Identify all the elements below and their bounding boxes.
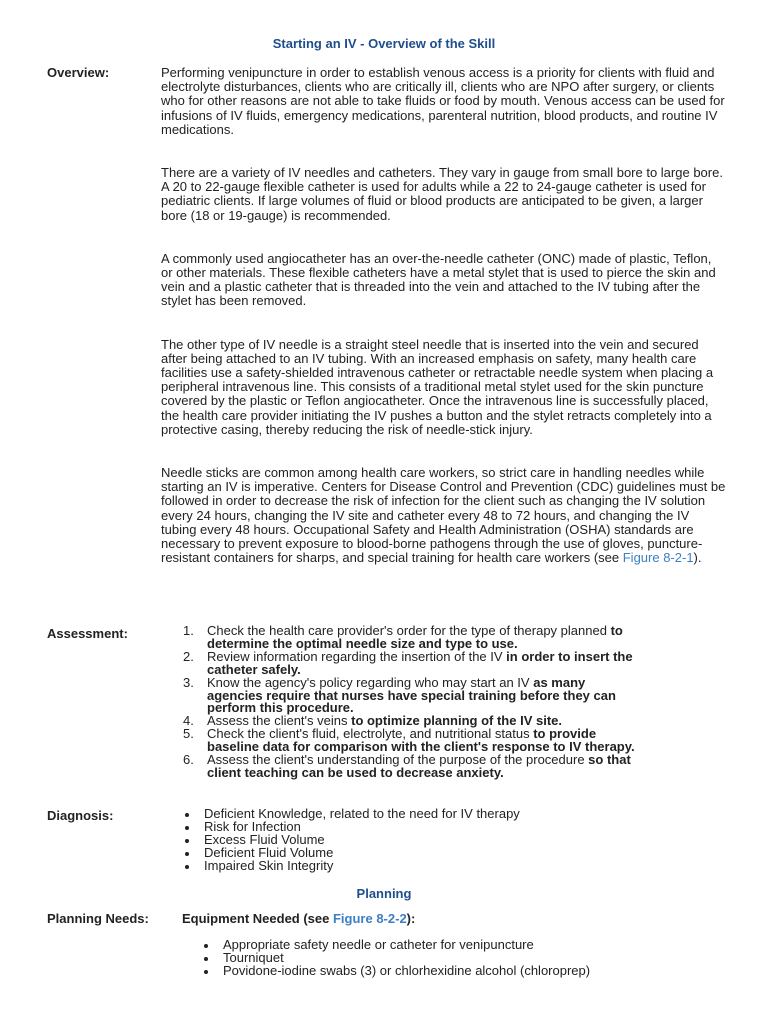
list-number: 3.: [183, 674, 194, 690]
list-text: Review information regarding the insertion of the IV: [207, 648, 507, 664]
list-rationale: to determine the optimal needle size and type to use.: [207, 623, 623, 651]
overview-paragraph-last: [161, 466, 726, 565]
list-text: Assess the client's veins: [207, 713, 352, 729]
list-text: Assess the client's understanding of the purpose of the procedure: [207, 752, 589, 768]
list-item: Impaired Skin Integrity: [182, 860, 602, 873]
list-number: 2.: [183, 648, 194, 664]
list-item: Povidone-iodine swabs (3) or chlorhexidine alcohol (chloroprep): [201, 965, 661, 978]
list-item: Appropriate safety needle or catheter for venipuncture: [201, 939, 661, 952]
list-item: Deficient Knowledge, related to the need for IV therapy: [182, 808, 602, 821]
list-text: Check the health care provider's order for the type of therapy planned: [207, 623, 611, 638]
list-number: 1.: [183, 623, 194, 638]
equipment-heading: [182, 911, 415, 926]
assessment-list: [183, 625, 643, 780]
list-item: [183, 674, 643, 716]
list-item: Tourniquet: [201, 952, 661, 965]
list-item: Deficient Fluid Volume: [182, 847, 602, 860]
overview-paragraph-end: ).: [693, 550, 702, 566]
page-title: Starting an IV - Overview of the Skill: [272, 36, 496, 51]
list-rationale: as many agencies require that nurses have special training before they can perform this procedure.: [207, 674, 616, 716]
figure-8-2-2-link[interactable]: Figure 8-2-2: [332, 911, 407, 926]
overview-label: Overview:: [47, 65, 110, 80]
figure-8-2-1-link[interactable]: Figure 8-2-1: [622, 550, 694, 566]
list-text: Know the agency's policy regarding who may start an IV: [207, 674, 534, 690]
overview-paragraph: The other type of IV needle is a straight steel needle that is inserted into the vein and secured after being attached to an IV tubing. With an increased emphasis on safety, many health care facilities use a safety-shielded intravenous catheter or retractable needle system when placing a peripheral intravenous line. This consists of a traditional metal stylet used for the skin puncture covered by the plastic or Teflon angiocatheter. Once the intravenous line is successfully placed, the health care provider initiating the IV pushes a button and the stylet retracts completely into a protective casing, thereby reducing the risk of needle-stick injury.: [161, 336, 714, 437]
planning-needs-label: Planning Needs:: [47, 911, 149, 926]
list-text: Check the client's fluid, electrolyte, and nutritional status: [207, 726, 534, 742]
overview-paragraph: A commonly used angiocatheter has an over-the-needle catheter (ONC) made of plastic, Teflon, or other materials. These flexible catheters have a metal stylet that is used to pierce the skin and vein and a plastic catheter that is threaded into the vein and attached to the IV tubing after the stylet has been removed.: [161, 250, 716, 309]
list-number: 6.: [183, 752, 194, 768]
list-item: Excess Fluid Volume: [182, 834, 602, 847]
list-item: [183, 728, 643, 754]
list-item: Risk for Infection: [182, 821, 602, 834]
diagnosis-list: [182, 808, 602, 873]
list-number: 4.: [183, 713, 194, 729]
list-item: [183, 648, 643, 677]
equipment-list: [201, 939, 661, 978]
equipment-heading-text: Equipment Needed (see: [182, 911, 333, 926]
diagnosis-label: Diagnosis:: [47, 808, 114, 823]
list-item: [183, 625, 643, 651]
list-rationale: so that client teaching can be used to decrease anxiety.: [207, 752, 631, 780]
assessment-label: Assessment:: [47, 626, 128, 641]
overview-paragraph: There are a variety of IV needles and catheters. They vary in gauge from small bore to large bore. A 20 to 22-gauge flexible catheter is used for adults while a 22 to 24-gauge catheter is used for pediatric clients. If large volumes of fluid or blood products are anticipated to be given, a larger bore (18 or 19-gauge) is recommended.: [161, 165, 723, 223]
planning-heading: Planning: [356, 886, 412, 901]
list-rationale: in order to insert the catheter safely.: [207, 648, 633, 677]
list-rationale: to provide baseline data for comparison with the client's response to IV therapy.: [207, 726, 635, 755]
list-item: [183, 754, 643, 780]
overview-section: [161, 66, 726, 594]
equipment-heading-suffix: ):: [406, 911, 416, 926]
overview-paragraph: Performing venipuncture in order to establish venous access is a priority for clients with fluid and electrolyte disturbances, clients who are critically ill, clients who are NPO after surgery, or clients who for other reasons are not able to take fluids or food by mouth. Venous access can be used for infusions of IV fluids, emergency medications, parenteral nutrition, blood products, and routine IV medications.: [161, 65, 725, 137]
list-rationale: to optimize planning of the IV site.: [351, 713, 562, 729]
overview-paragraph-text: Needle sticks are common among health care workers, so strict care in handling needles while starting an IV is imperative. Centers for Disease Control and Prevention (CDC) guidelines must be followed in order to decrease the risk of infection for the client such as changing the IV solution every 24 hours, changing the IV site and catheter every 48 to 72 hours, and changing the IV tubing every 48 hours. Occupational Safety and Health Administration (OSHA) standards are necessary to prevent exposure to blood-borne pathogens through the use of gloves, puncture-resistant containers for sharps, and special training for health care workers (see: [161, 465, 726, 566]
list-number: 5.: [183, 726, 194, 742]
